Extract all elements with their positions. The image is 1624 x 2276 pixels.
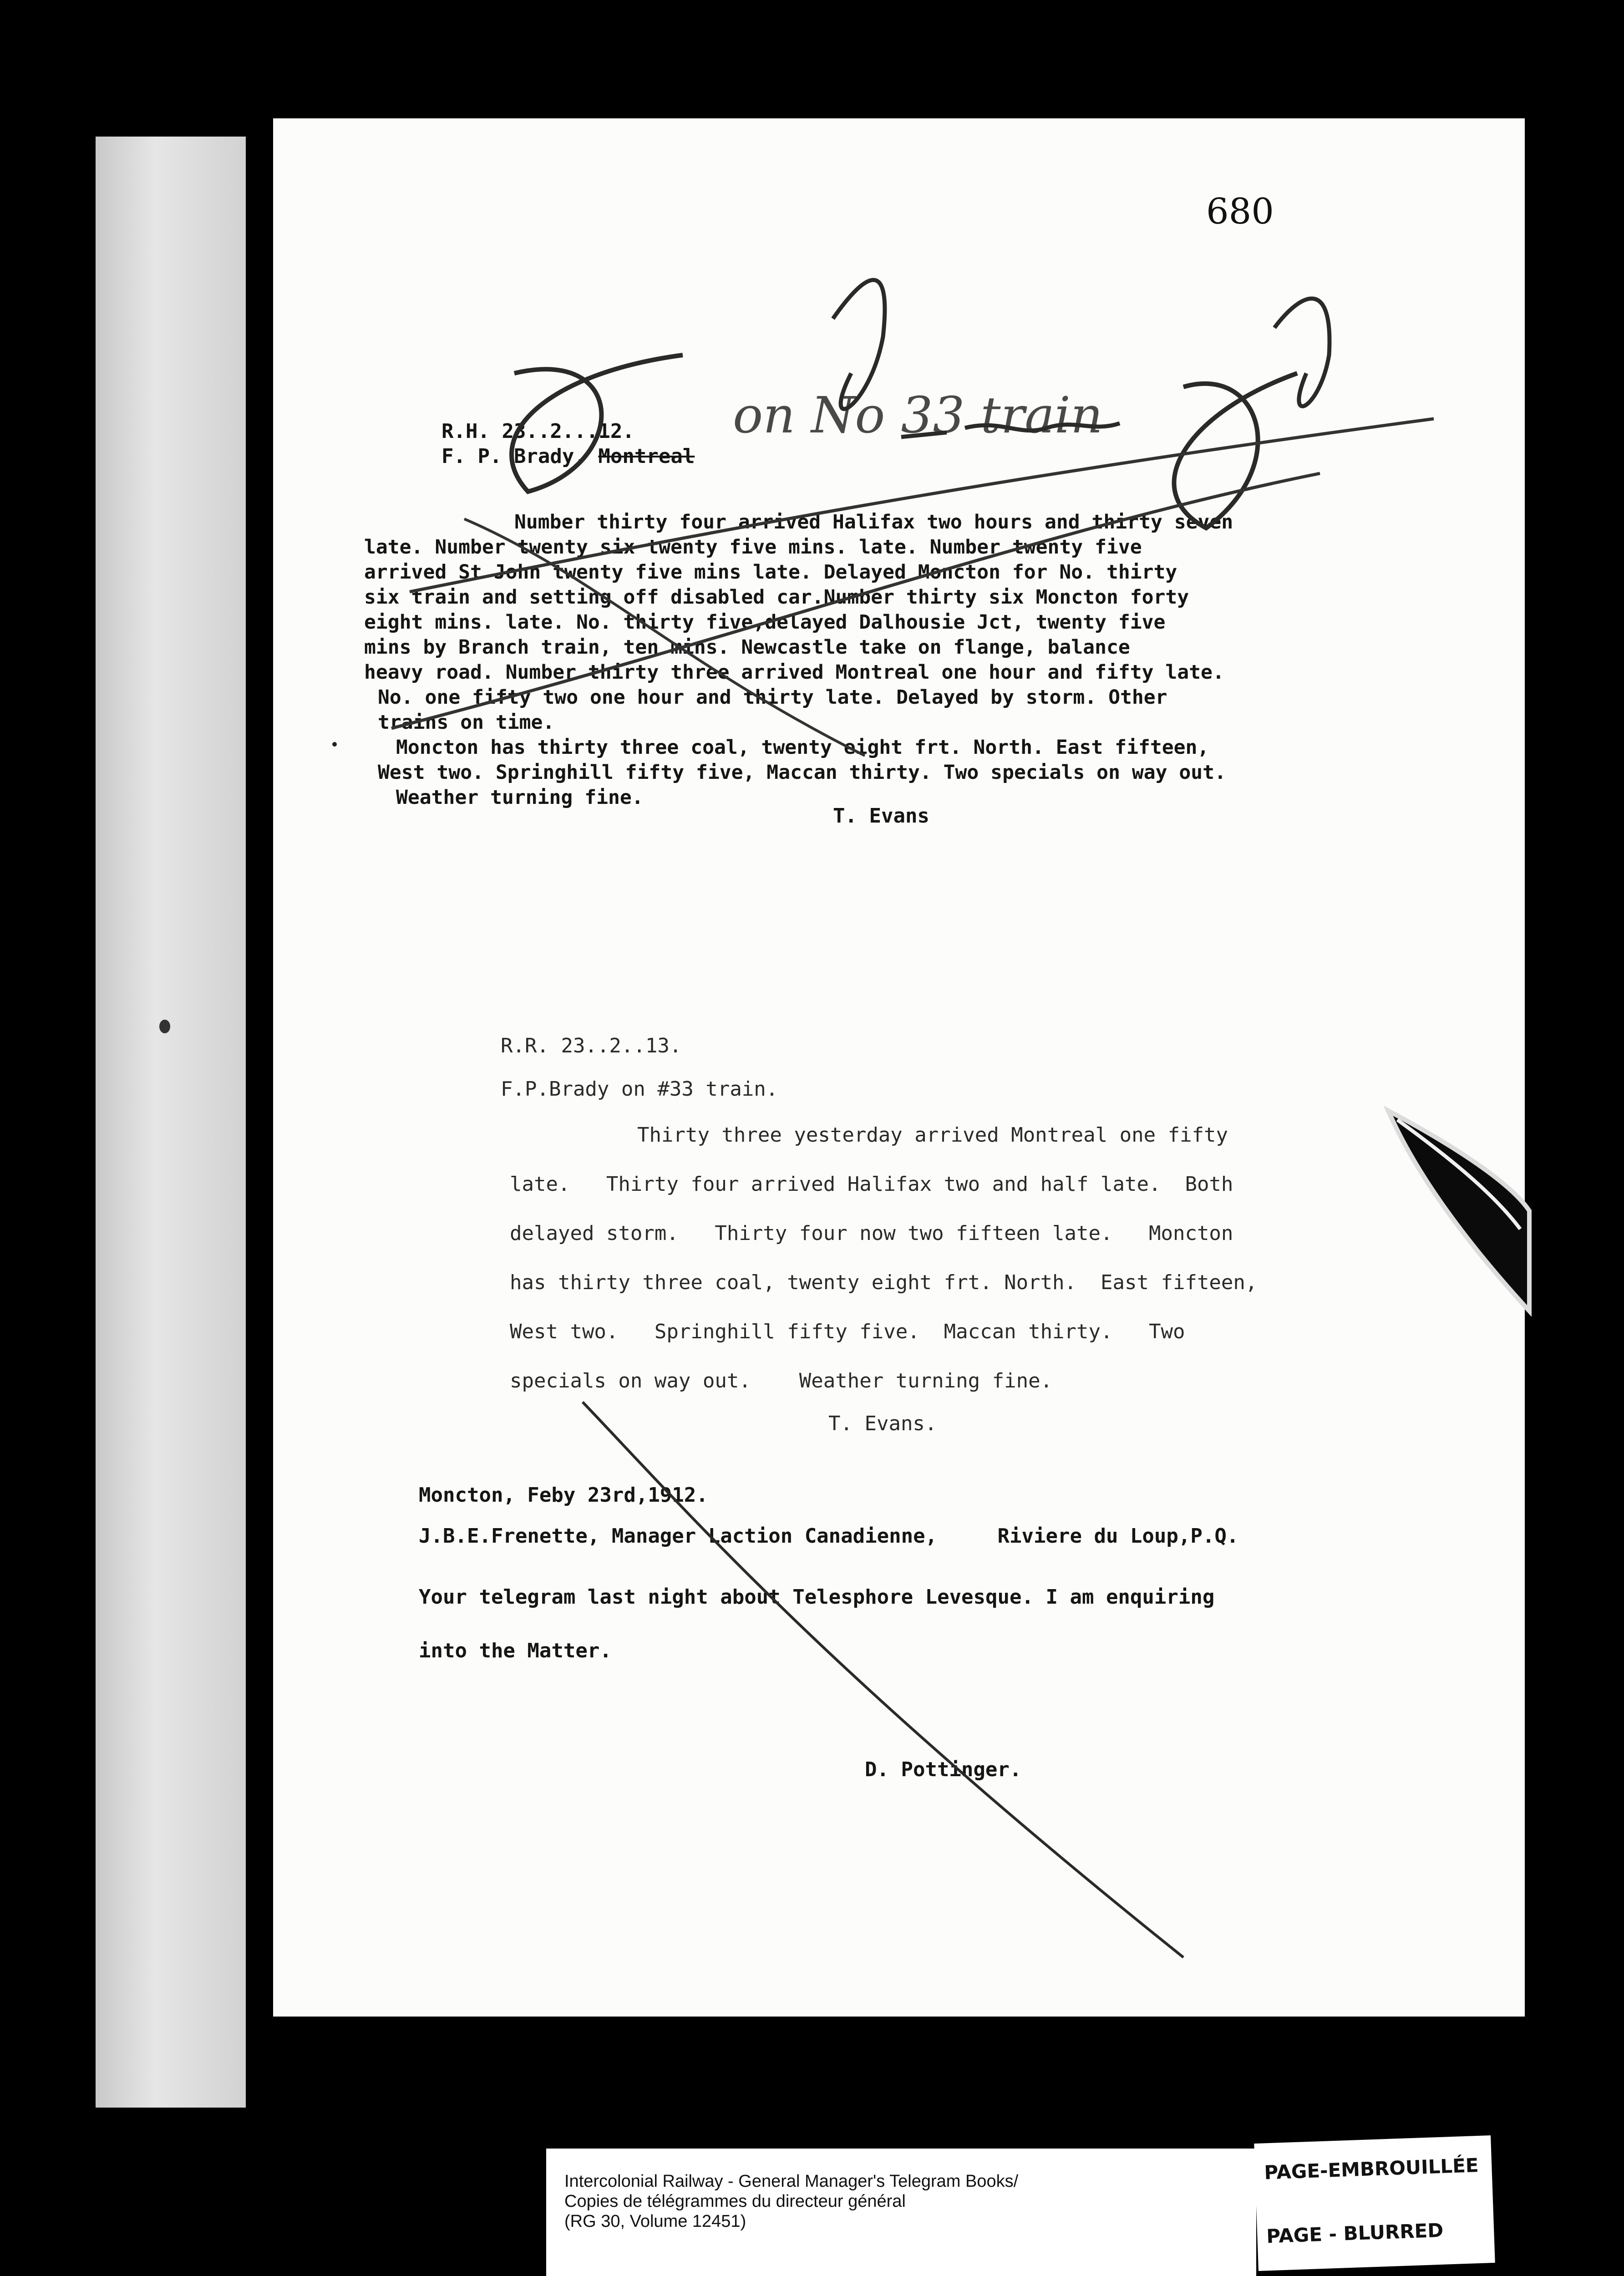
body-line: eight mins. late. No. thirty five,delayed Dalhousie Jct, twenty five	[364, 611, 1166, 634]
telegram-1-body	[364, 510, 1233, 810]
telegram-1-signature: T. Evans	[833, 804, 929, 828]
telegram-2-signature: T. Evans.	[828, 1412, 937, 1435]
body-line: mins by Branch train, ten mins. Newcastle take on flange, balance	[364, 636, 1130, 659]
body-line: trains on time.	[378, 711, 555, 734]
archive-label	[546, 2149, 1256, 2276]
scribble-loop-right	[1174, 373, 1297, 528]
body-line: arrived St John twenty five mins late. Delayed Moncton for No. thirty	[364, 561, 1177, 584]
archive-label-line: Intercolonial Railway - General Manager's Telegram Books/	[564, 2172, 1019, 2191]
margin-dot	[332, 742, 337, 747]
telegram-1-addressee: F. P. Brady,	[442, 445, 586, 468]
body-line: West two. Springhill fifty five, Maccan thirty. Two specials on way out.	[378, 761, 1226, 784]
telegram-3-addressee: J.B.E.Frenette, Manager Laction Canadienne, Riviere du Loup,P.Q.	[419, 1524, 1239, 1548]
telegram-2-header	[501, 1033, 778, 1102]
body-line: Weather turning fine.	[396, 786, 644, 809]
telegram-1-struck-word: Montreal	[598, 445, 695, 468]
body-line: No. one fifty two one hour and thirty late. Delayed by storm. Other	[378, 686, 1167, 709]
tag-line-french: PAGE-EMBROUILLÉE	[1264, 2154, 1479, 2184]
scribble-tall-d-left	[833, 280, 885, 409]
archive-label-line: Copies de télégrammes du directeur général	[564, 2192, 906, 2211]
diagonal-pen-stroke	[273, 118, 1525, 2017]
page-number: 680	[1206, 191, 1274, 232]
body-line: late. Thirty four arrived Halifax two and half late. Both	[510, 1173, 1233, 1196]
handwritten-train-word	[901, 423, 1120, 437]
body-line: delayed storm. Thirty four now two fifteen late. Moncton	[510, 1222, 1233, 1245]
telegram-2-addressee: F.P.Brady on #33 train.	[501, 1077, 778, 1101]
archive-label-line: (RG 30, Volume 12451)	[564, 2212, 746, 2231]
blurred-page-tag	[1254, 2135, 1495, 2271]
body-line: has thirty three coal, twenty eight frt. North. East fifteen,	[510, 1271, 1258, 1294]
telegram-1-header	[442, 419, 695, 469]
telegram-2-reference: R.R. 23..2..13.	[501, 1034, 682, 1057]
tag-line-english: PAGE - BLURRED	[1266, 2219, 1444, 2248]
body-line: specials on way out. Weather turning fine.	[510, 1369, 1053, 1392]
document-page	[273, 118, 1525, 2017]
archive-label-text	[564, 2171, 1018, 2231]
telegram-2-body	[510, 1111, 1257, 1406]
body-line: late. Number twenty six twenty five mins. late. Number twenty five	[364, 536, 1142, 559]
telegram-3-body	[419, 1570, 1214, 1678]
telegram-3-signature: D. Pottinger.	[865, 1758, 1022, 1781]
body-line: heavy road. Number thirty three arrived Montreal one hour and fifty late.	[364, 661, 1224, 684]
scribble-tall-d-right	[1274, 299, 1330, 406]
body-line: into the Matter.	[419, 1639, 612, 1662]
handwritten-strikeout	[273, 118, 1525, 2017]
body-line: Number thirty four arrived Halifax two hours and thirty seven	[514, 511, 1233, 533]
telegram-1-reference: R.H. 23..2...12.	[442, 420, 634, 443]
body-line: six train and setting off disabled car.Number thirty six Moncton forty	[364, 586, 1189, 609]
body-line: Thirty three yesterday arrived Montreal one fifty	[637, 1123, 1228, 1147]
body-line: West two. Springhill fifty five. Maccan thirty. Two	[510, 1320, 1185, 1343]
handwritten-note-text: on No 33 train	[733, 386, 1103, 444]
binding-hole	[159, 1020, 170, 1033]
body-line: Moncton has thirty three coal, twenty eight frt. North. East fifteen,	[396, 736, 1209, 759]
telegram-3-header	[419, 1475, 1238, 1557]
body-line: Your telegram last night about Telesphore Levesque. I am enquiring	[419, 1585, 1215, 1609]
telegram-3-place-date: Moncton, Feby 23rd,1912.	[419, 1483, 708, 1507]
binding-spine	[96, 137, 246, 2108]
